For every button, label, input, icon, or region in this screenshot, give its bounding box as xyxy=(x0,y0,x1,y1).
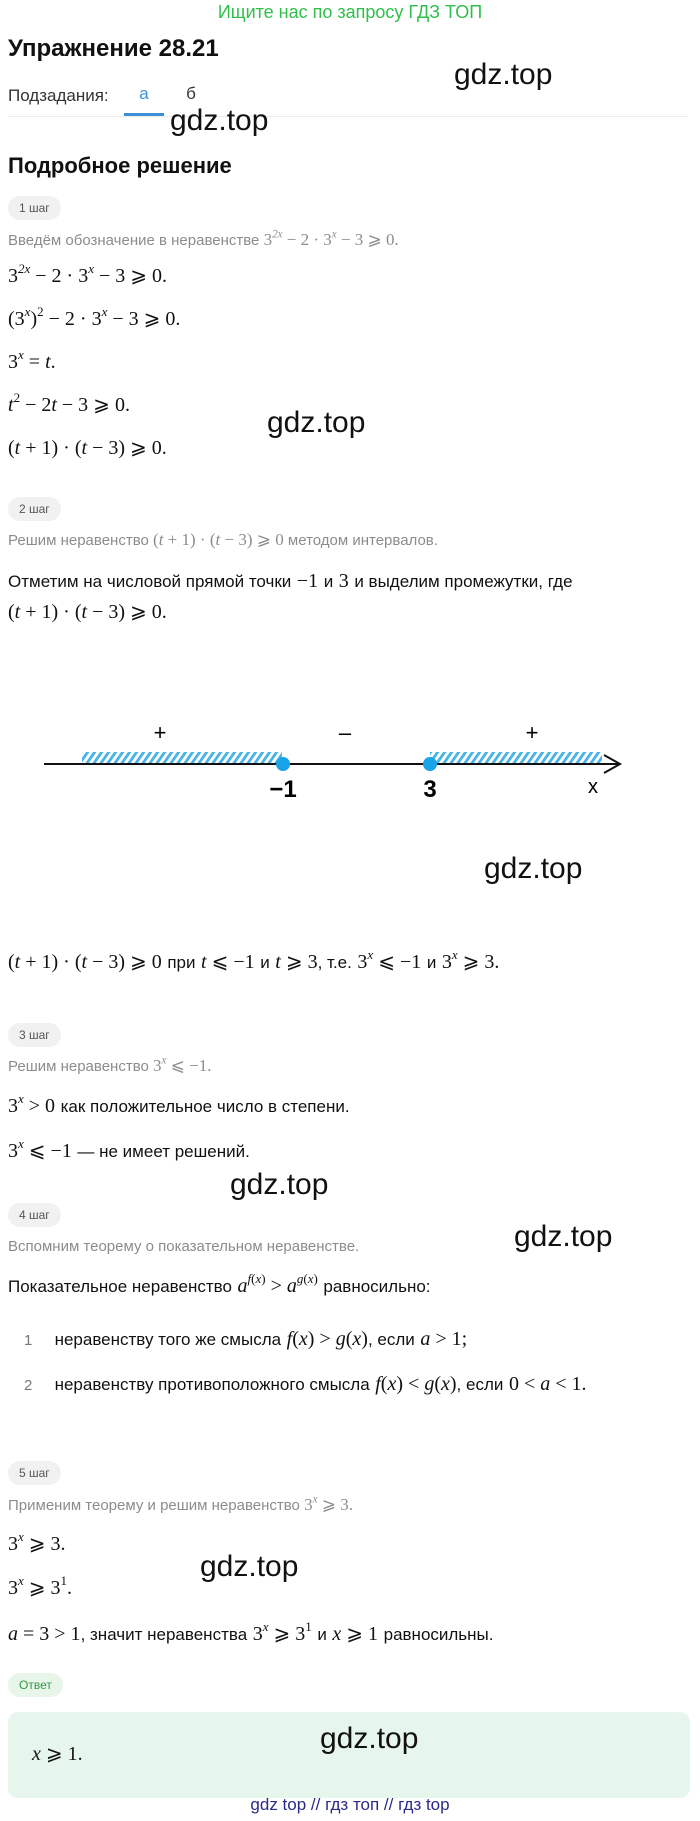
sign-label: + xyxy=(525,720,539,745)
divider xyxy=(8,116,688,117)
axis-label: x xyxy=(588,776,598,798)
answer-badge: Ответ xyxy=(8,1673,63,1697)
watermark: gdz.top xyxy=(320,1722,419,1755)
watermark: gdz.top xyxy=(514,1220,613,1253)
step-intro: Решим неравенство 3$^x$ ⩽ −1. xyxy=(8,1054,212,1075)
step-intro: Решим неравенство (t + 1) · (t − 3) ⩾ 0 методом интервалов. xyxy=(8,530,438,549)
watermark: gdz.top xyxy=(230,1168,329,1201)
footer-links[interactable]: gdz top // гдз топ // гдз top xyxy=(250,1795,450,1814)
step-badge: 5 шаг xyxy=(8,1461,61,1485)
sign-label: – xyxy=(338,720,352,745)
equation: $3^x = t$. xyxy=(8,346,56,373)
list-item: 1 неравенству того же смысла f(x) > g(x), если a > 1; xyxy=(24,1328,468,1350)
step-intro: Вспомним теорему о показательном неравенстве. xyxy=(8,1238,360,1255)
step-intro: Применим теорему и решим неравенство 3$^x$ ⩾ 3. xyxy=(8,1493,353,1514)
watermark: gdz.top xyxy=(200,1550,299,1583)
text-line: $3^x > 0$ как положительное число в степени. xyxy=(8,1090,350,1117)
text-line: a = 3 > 1, значит неравенства 3$^x$ ⩾ $3^1$ и x ⩾ 1 равносильны. xyxy=(8,1618,494,1645)
equation: (t + 1) · (t − 3) ⩾ 0. xyxy=(8,601,167,623)
step-badge: 1 шаг xyxy=(8,196,61,220)
list-item: 2 неравенству противоположного смысла f(x) < g(x), если 0 < a < 1. xyxy=(24,1373,587,1395)
equation: $t^2 - 2t - 3$ ⩾ 0. xyxy=(8,389,130,416)
point-label: 3 xyxy=(423,776,437,802)
number-line xyxy=(30,712,630,802)
step-badge: 3 шаг xyxy=(8,1023,61,1047)
sign-label: + xyxy=(153,720,167,745)
step-badge: 4 шаг xyxy=(8,1203,61,1227)
point-label: −1 xyxy=(269,776,297,802)
watermark: gdz.top xyxy=(454,58,553,91)
tab-subtask-a[interactable]: а xyxy=(124,82,164,116)
watermark: gdz.top xyxy=(484,852,583,885)
shaded-interval-right xyxy=(430,752,602,763)
tab-subtask-b[interactable]: б xyxy=(186,84,196,103)
point-three xyxy=(423,757,437,771)
equation: $(3^x)^2 - 2 \cdot 3^x - 3$ ⩾ 0. xyxy=(8,303,181,330)
answer-value: x ⩾ 1. xyxy=(32,1743,83,1765)
text-line: (t + 1) · (t − 3) ⩾ 0 при t ⩽ −1 и t ⩾ 3, т.е. 3$^x$ ⩽ −1 и 3$^x$ ⩾ 3. xyxy=(8,946,500,973)
point-minus-one xyxy=(276,757,290,771)
text-line: Показательное неравенство $a^{f(x)} > a^{g(x)}$ равносильно: xyxy=(8,1270,431,1297)
watermark: gdz.top xyxy=(170,104,269,137)
search-banner[interactable]: Ищите нас по запросу ГДЗ ТОП xyxy=(217,2,483,22)
shaded-interval-left xyxy=(82,752,282,763)
equation: $3^{2x} - 2 \cdot 3^x - 3$ ⩾ 0. xyxy=(8,260,168,287)
text-line: Отметим на числовой прямой точки −1 и 3 и выделим промежутки, где xyxy=(8,570,573,592)
page-title: Упражнение 28.21 xyxy=(8,35,219,62)
text-line: 3$^x$ ⩽ −1 — не имеет решений. xyxy=(8,1135,250,1162)
subtasks-label: Подзадания: xyxy=(8,86,109,105)
section-title: Подробное решение xyxy=(8,153,232,178)
equation: 3$^x$ ⩾ 3. xyxy=(8,1528,66,1555)
equation: (t + 1) · (t − 3) ⩾ 0. xyxy=(8,437,167,459)
equation: 3$^x$ ⩾ $3^1$. xyxy=(8,1572,73,1599)
watermark: gdz.top xyxy=(267,406,366,439)
step-badge: 2 шаг xyxy=(8,497,61,521)
step-intro: Введём обозначение в неравенстве $3^{2x} - 2 \cdot 3^x - 3$ ⩾ 0. xyxy=(8,228,399,249)
